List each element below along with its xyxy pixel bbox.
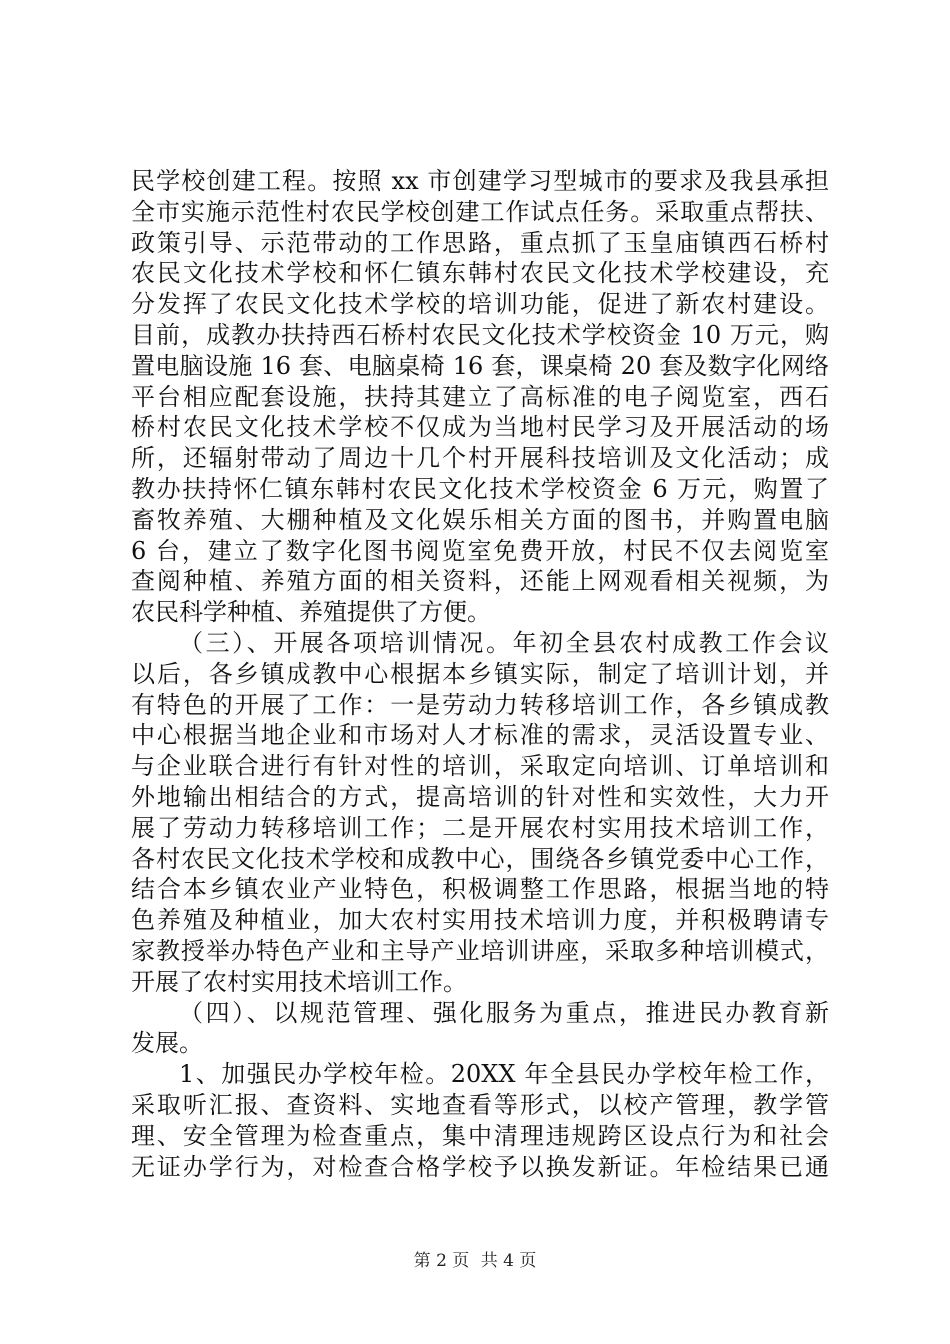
- text-line: 采取听汇报、查资料、实地查看等形式，以校产管理，教学管: [131, 1090, 829, 1119]
- text-line: 桥村农民文化技术学校不仅成为当地村民学习及开展活动的场: [131, 413, 829, 442]
- text-line: 各村农民文化技术学校和成教中心，围绕各乡镇党委中心工作，: [131, 844, 829, 873]
- text-line: 有特色的开展了工作：一是劳动力转移培训工作，各乡镇成教: [131, 690, 829, 719]
- text-line: 家教授举办特色产业和主导产业培训讲座，采取多种培训模式，: [131, 936, 829, 965]
- text-line: 发展。: [131, 1029, 203, 1058]
- text-line: 1、加强民办学校年检。20XX 年全县民办学校年检工作，: [179, 1060, 829, 1089]
- text-line: 政策引导、示范带动的工作思路，重点抓了玉皇庙镇西石桥村: [131, 228, 829, 257]
- text-line: 畜牧养殖、大棚种植及文化娱乐相关方面的图书，并购置电脑: [131, 505, 829, 534]
- text-line: 农民科学种植、养殖提供了方便。: [131, 598, 491, 627]
- page-number: 第 2 页: [413, 1251, 470, 1271]
- text-line: 农民文化技术学校和怀仁镇东韩村农民文化技术学校建设，充: [131, 259, 829, 288]
- text-line: 结合本乡镇农业产业特色，积极调整工作思路，根据当地的特: [131, 875, 829, 904]
- document-body: [131, 166, 829, 1182]
- text-line: 以后，各乡镇成教中心根据本乡镇实际，制定了培训计划，并: [131, 659, 829, 688]
- text-line: 无证办学行为，对检查合格学校予以换发新证。年检结果已通: [131, 1152, 829, 1181]
- text-line: 全市实施示范性村农民学校创建工作试点任务。采取重点帮扶、: [131, 197, 829, 226]
- text-line: 6 台，建立了数字化图书阅览室免费开放，村民不仅去阅览室: [131, 536, 829, 565]
- text-line: 理、安全管理为检查重点，集中清理违规跨区设点行为和社会: [131, 1121, 829, 1150]
- text-line: 所，还辐射带动了周边十几个村开展科技培训及文化活动；成: [131, 444, 829, 473]
- text-line: 平台相应配套设施，扶持其建立了高标准的电子阅览室，西石: [131, 382, 829, 411]
- page-footer: [0, 1246, 950, 1271]
- text-line: 外地输出相结合的方式，提高培训的针对性和实效性，大力开: [131, 782, 829, 811]
- text-line: 开展了农村实用技术培训工作。: [131, 967, 467, 996]
- text-line: 分发挥了农民文化技术学校的培训功能，促进了新农村建设。: [131, 290, 829, 319]
- text-line: （三）、开展各项培训情况。年初全县农村成教工作会议: [179, 628, 829, 657]
- text-line: 查阅种植、养殖方面的相关资料，还能上网观看相关视频，为: [131, 567, 829, 596]
- text-line: 色养殖及种植业，加大农村实用技术培训力度，并积极聘请专: [131, 906, 829, 935]
- text-line: 中心根据当地企业和市场对人才标准的需求，灵活设置专业、: [131, 721, 829, 750]
- text-line: 置电脑设施 16 套、电脑桌椅 16 套，课桌椅 20 套及数字化网络: [131, 351, 829, 380]
- text-line: 与企业联合进行有针对性的培训，采取定向培训、订单培训和: [131, 752, 829, 781]
- text-line: 教办扶持怀仁镇东韩村农民文化技术学校资金 6 万元，购置了: [131, 474, 829, 503]
- text-line: （四）、以规范管理、强化服务为重点，推进民办教育新: [179, 998, 829, 1027]
- page-total: 共 4 页: [480, 1251, 537, 1271]
- text-line: 展了劳动力转移培训工作；二是开展农村实用技术培训工作，: [131, 813, 829, 842]
- text-line: 民学校创建工程。按照 xx 市创建学习型城市的要求及我县承担: [131, 167, 829, 195]
- text-line: 目前，成教办扶持西石桥村农民文化技术学校资金 10 万元，购: [131, 320, 829, 349]
